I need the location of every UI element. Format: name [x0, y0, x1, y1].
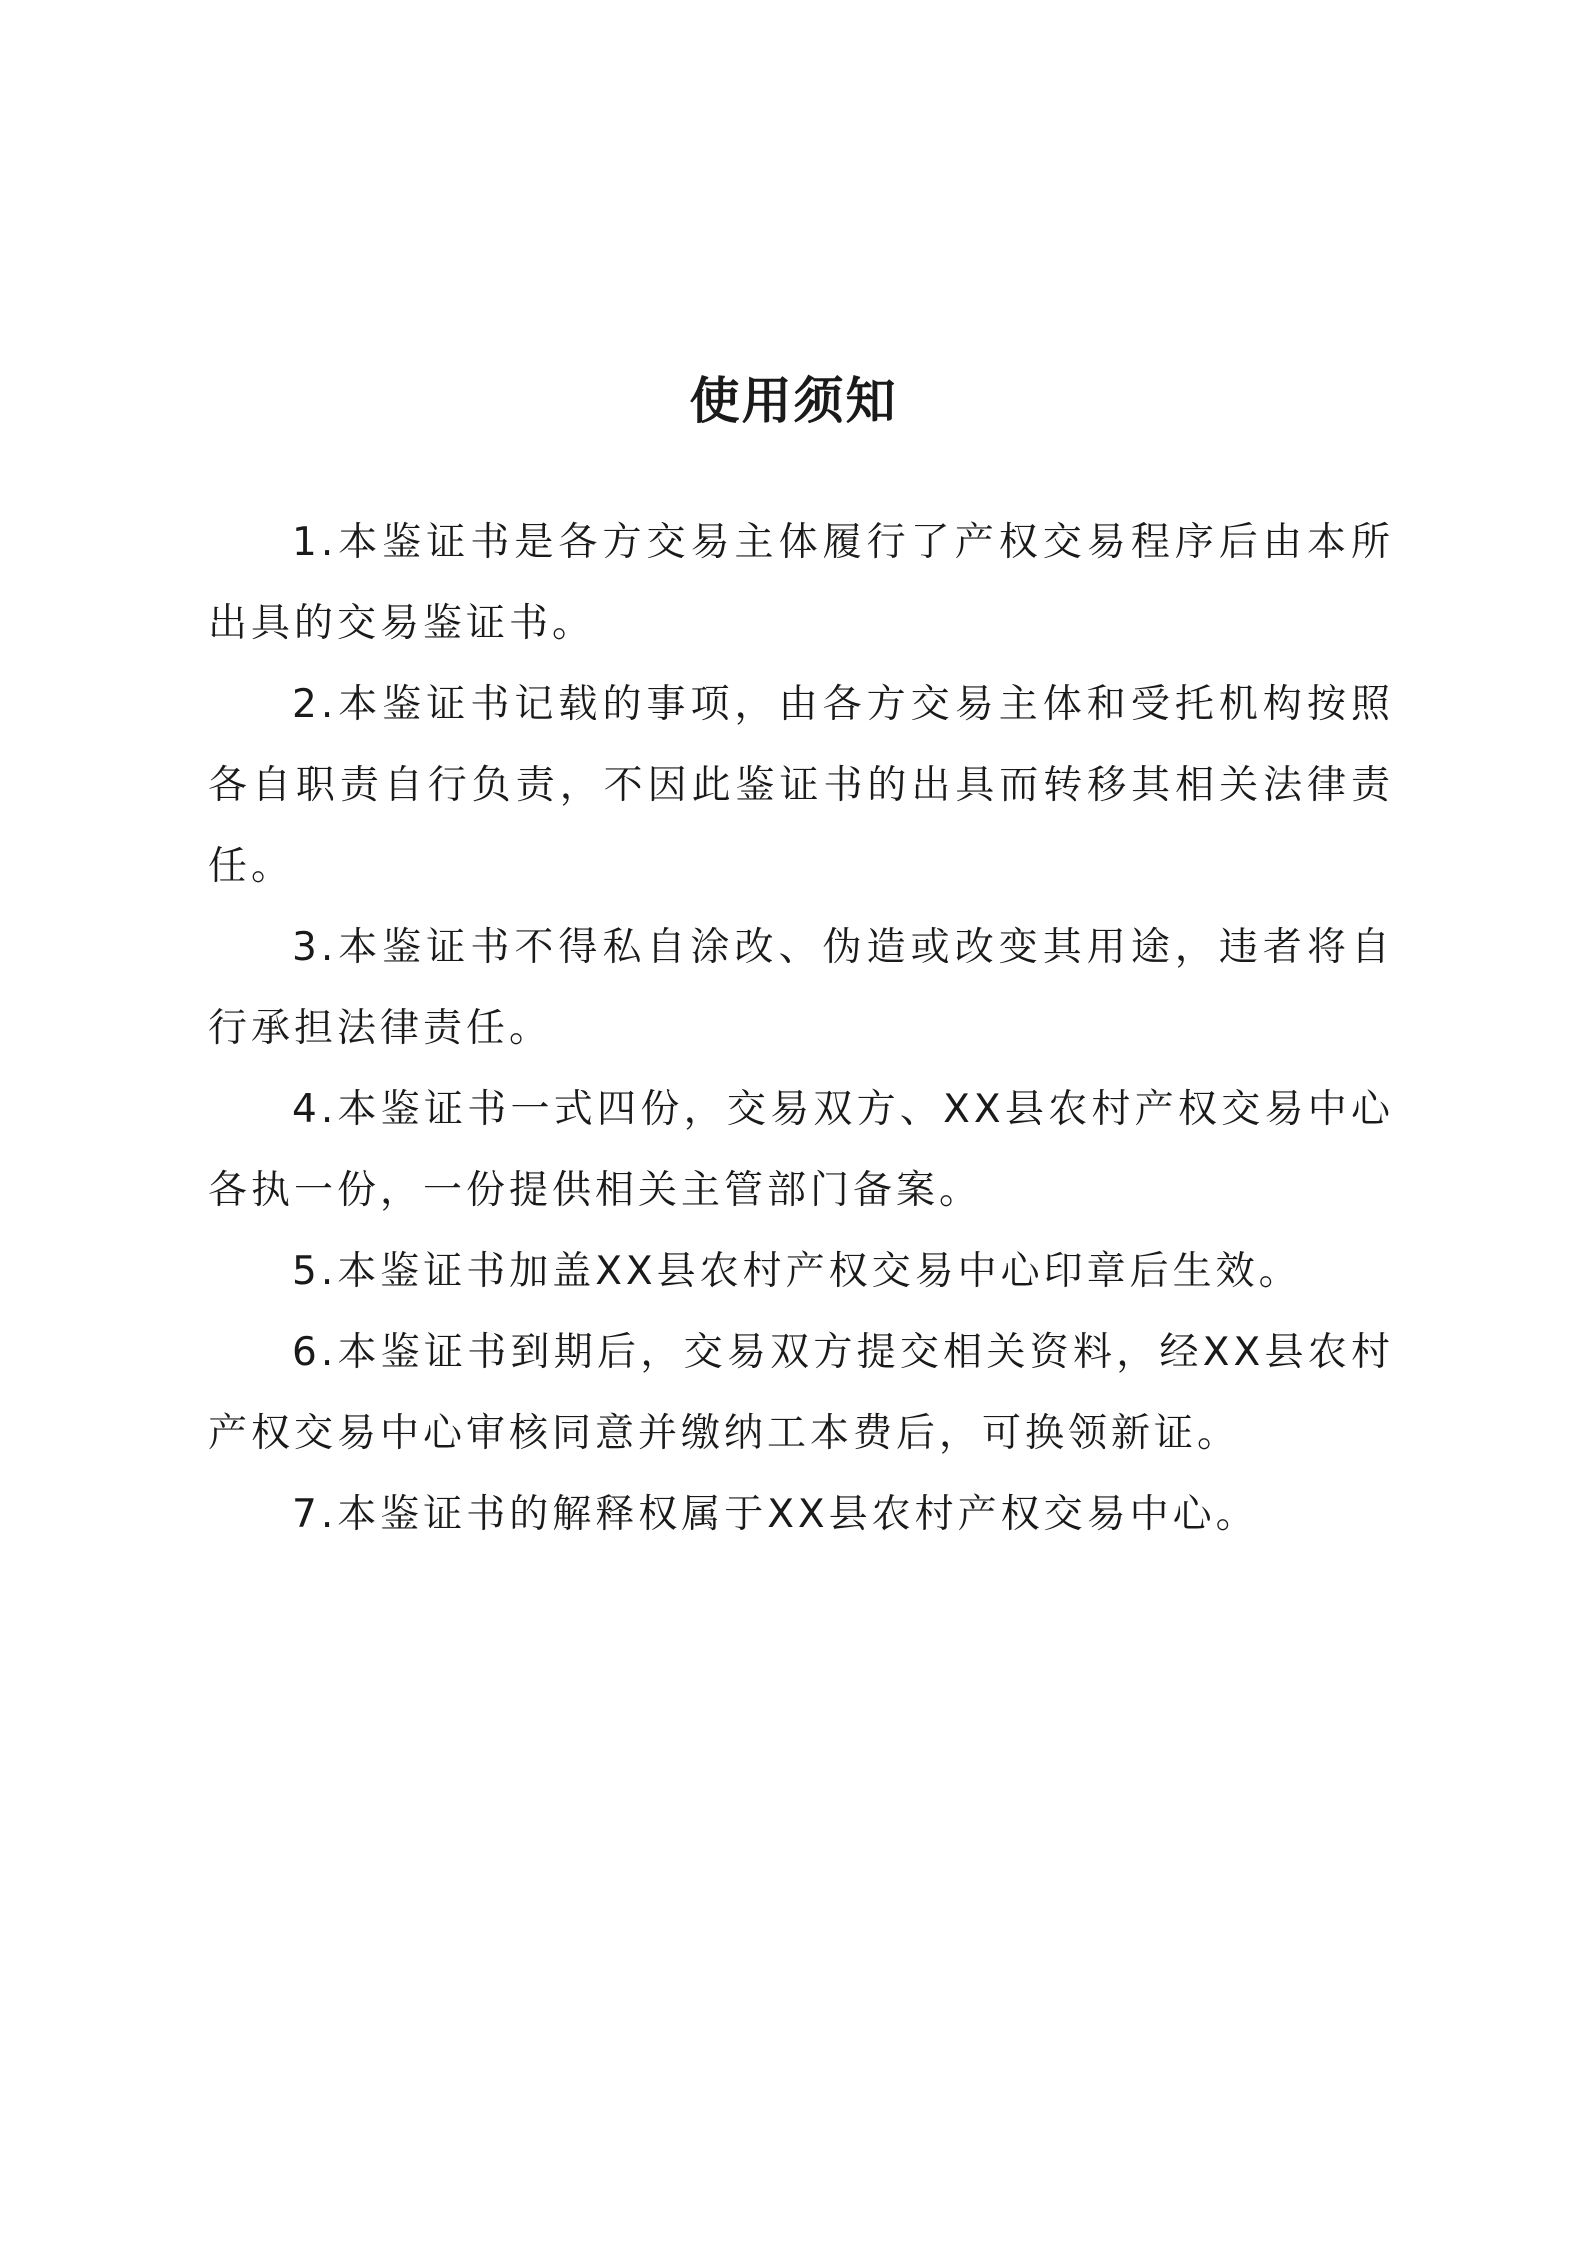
notice-item-3: 3.本鉴证书不得私自涂改、伪造或改变其用途，违者将自行承担法律责任。 — [208, 925, 1394, 1051]
notice-list — [208, 502, 1394, 1555]
notice-item-6: 6.本鉴证书到期后，交易双方提交相关资料，经XX县农村产权交易中心审核同意并缴纳工本费后，可换领新证。 — [208, 1330, 1394, 1456]
page-title: 使用须知 — [689, 371, 898, 430]
notice-item-2: 2.本鉴证书记载的事项，由各方交易主体和受托机构按照各自职责自行负责，不因此鉴证书的出具而转移其相关法律责任。 — [208, 682, 1394, 889]
notice-item-1: 1.本鉴证书是各方交易主体履行了产权交易程序后由本所出具的交易鉴证书。 — [208, 520, 1394, 646]
notice-item-4: 4.本鉴证书一式四份，交易双方、XX县农村产权交易中心各执一份，一份提供相关主管部门备案。 — [208, 1087, 1394, 1213]
notice-item-5: 5.本鉴证书加盖XX县农村产权交易中心印章后生效。 — [292, 1249, 1302, 1294]
notice-item-7: 7.本鉴证书的解释权属于XX县农村产权交易中心。 — [292, 1492, 1259, 1537]
